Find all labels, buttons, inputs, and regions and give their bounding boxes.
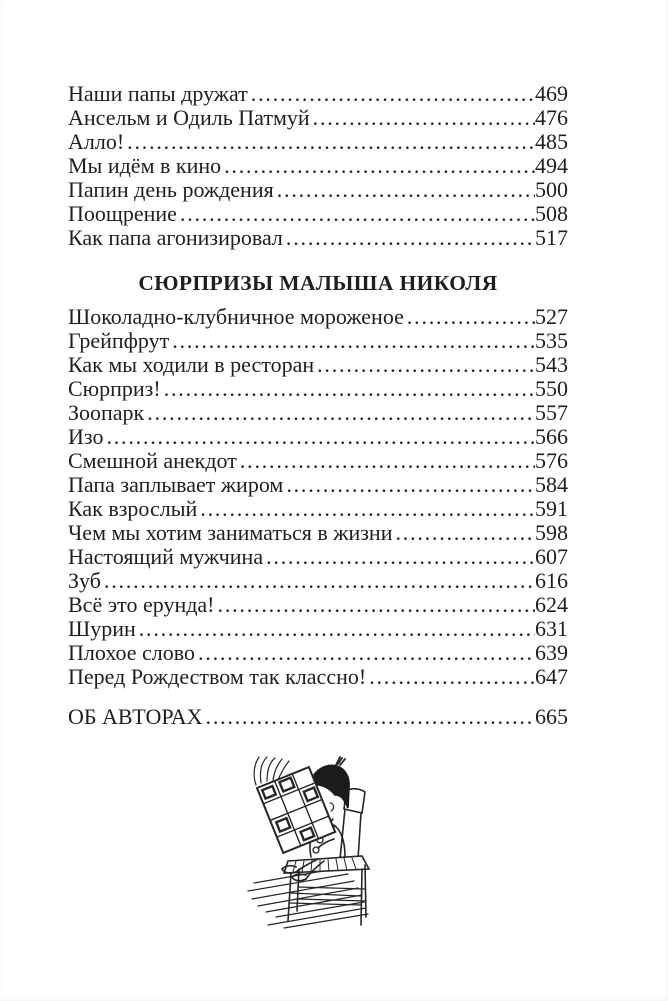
toc-entry-page-number: 639 — [535, 640, 568, 665]
dot-leader — [172, 329, 535, 353]
toc-entry-page-number: 576 — [535, 448, 568, 473]
dot-leader — [106, 425, 535, 449]
toc-entry-page-number: 557 — [535, 400, 568, 425]
toc-entry-title: Как взрослый — [68, 496, 198, 521]
toc-entry-page-number: 469 — [535, 81, 568, 106]
toc-entry-title: Зоопарк — [68, 400, 145, 425]
dot-leader — [180, 202, 535, 226]
dot-leader — [369, 665, 535, 689]
dot-leader — [127, 130, 535, 154]
toc-entry — [68, 449, 568, 473]
dot-leader — [139, 617, 535, 641]
toc-entry — [68, 617, 568, 641]
toc-entry — [68, 705, 568, 729]
toc-entry-title: Сюрприз! — [68, 376, 161, 401]
toc-entry-page-number: 631 — [535, 616, 568, 641]
toc-entry-page-number: 591 — [535, 496, 568, 521]
dot-leader — [313, 106, 535, 130]
toc-entry-title: Ансельм и Одиль Патмуй — [68, 105, 310, 130]
dot-leader — [147, 401, 535, 425]
toc-entry — [68, 593, 568, 617]
toc-entry-page-number: 535 — [535, 328, 568, 353]
dot-leader — [277, 178, 535, 202]
toc-entry-title: Всё это ерунда! — [68, 592, 215, 617]
toc-entry-page-number: 566 — [535, 424, 568, 449]
toc-entry-title: Шурин — [68, 616, 136, 641]
toc-entry — [68, 353, 568, 377]
toc-entry-title: Алло! — [68, 129, 125, 154]
toc-entry-title: Папа заплывает жиром — [68, 472, 284, 497]
dot-leader — [395, 521, 535, 545]
toc-entry-page-number: 647 — [535, 664, 568, 689]
toc-entry — [68, 106, 568, 130]
toc-entry — [68, 377, 568, 401]
toc-entry-page-number: 476 — [535, 105, 568, 130]
toc-entry — [68, 154, 568, 178]
dot-leader — [164, 377, 535, 401]
dot-leader — [224, 154, 535, 178]
dot-leader — [251, 82, 535, 106]
toc-entry — [68, 665, 568, 689]
toc-entry — [68, 401, 568, 425]
toc-entry-title: Как мы ходили в ресторан — [68, 352, 315, 377]
toc-entry-page-number: 624 — [535, 592, 568, 617]
toc-entry — [68, 305, 568, 329]
toc-entry — [68, 178, 568, 202]
toc-entry-title: Смешной анекдот — [68, 448, 237, 473]
dot-leader — [200, 497, 535, 521]
toc-entry-page-number: 616 — [535, 568, 568, 593]
dot-leader — [104, 569, 535, 593]
toc-entry — [68, 569, 568, 593]
toc-entry-title: Папин день рождения — [68, 177, 274, 202]
toc-entry — [68, 329, 568, 353]
toc-entry-title: Наши папы дружат — [68, 81, 248, 106]
toc-entry-page-number: 598 — [535, 520, 568, 545]
dot-leader — [198, 641, 535, 665]
toc-entry-page-number: 508 — [535, 201, 568, 226]
dot-leader — [218, 593, 535, 617]
toc-entry-page-number: 584 — [535, 472, 568, 497]
toc-entry — [68, 82, 568, 106]
dot-leader — [317, 353, 535, 377]
toc-entry — [68, 521, 568, 545]
toc-entry-title: Зуб — [68, 568, 101, 593]
toc-entry-title: Чем мы хотим заниматься в жизни — [68, 520, 393, 545]
dot-leader — [407, 305, 535, 329]
dot-leader — [206, 705, 535, 729]
toc-section-heading: СЮРПРИЗЫ МАЛЫША НИКОЛЯ — [138, 271, 498, 295]
toc-entry — [68, 497, 568, 521]
dot-leader — [240, 449, 535, 473]
toc-entry-title: Настоящий мужчина — [68, 544, 264, 569]
toc-entry — [68, 202, 568, 226]
toc-section — [68, 705, 568, 729]
dot-leader — [286, 226, 535, 250]
toc-entry-title: Изо — [68, 424, 104, 449]
table-of-contents — [68, 82, 568, 729]
toc-entry — [68, 545, 568, 569]
boy-reading-comic-on-chair-illustration — [244, 755, 436, 941]
toc-entry — [68, 641, 568, 665]
toc-entry-title: Плохое слово — [68, 640, 195, 665]
toc-entry-page-number: 527 — [535, 304, 568, 329]
toc-entry-page-number: 607 — [535, 544, 568, 569]
dot-leader — [286, 473, 535, 497]
toc-entry-title: Шоколадно-клубничное мороженое — [68, 304, 404, 329]
dot-leader — [266, 545, 535, 569]
toc-entry-title: Грейпфрут — [68, 328, 170, 353]
toc-entry-page-number: 517 — [535, 225, 568, 250]
toc-entry-title: Мы идём в кино — [68, 153, 222, 178]
toc-entry-page-number: 494 — [535, 153, 568, 178]
toc-entry-page-number: 500 — [535, 177, 568, 202]
toc-entry-page-number: 485 — [535, 129, 568, 154]
toc-entry-title: Поощрение — [68, 201, 177, 226]
toc-entry-title: Перед Рождеством так классно! — [68, 664, 367, 689]
toc-entry-page-number: 543 — [535, 352, 568, 377]
toc-section — [68, 271, 568, 689]
toc-entry-page-number: 665 — [535, 704, 568, 729]
toc-section — [68, 82, 568, 250]
toc-entry-page-number: 550 — [535, 376, 568, 401]
toc-entry-title: Как папа агонизировал — [68, 225, 283, 250]
toc-entry — [68, 425, 568, 449]
toc-entry-title: ОБ АВТОРАХ — [68, 704, 203, 729]
toc-entry — [68, 226, 568, 250]
toc-entry — [68, 130, 568, 154]
toc-entry — [68, 473, 568, 497]
